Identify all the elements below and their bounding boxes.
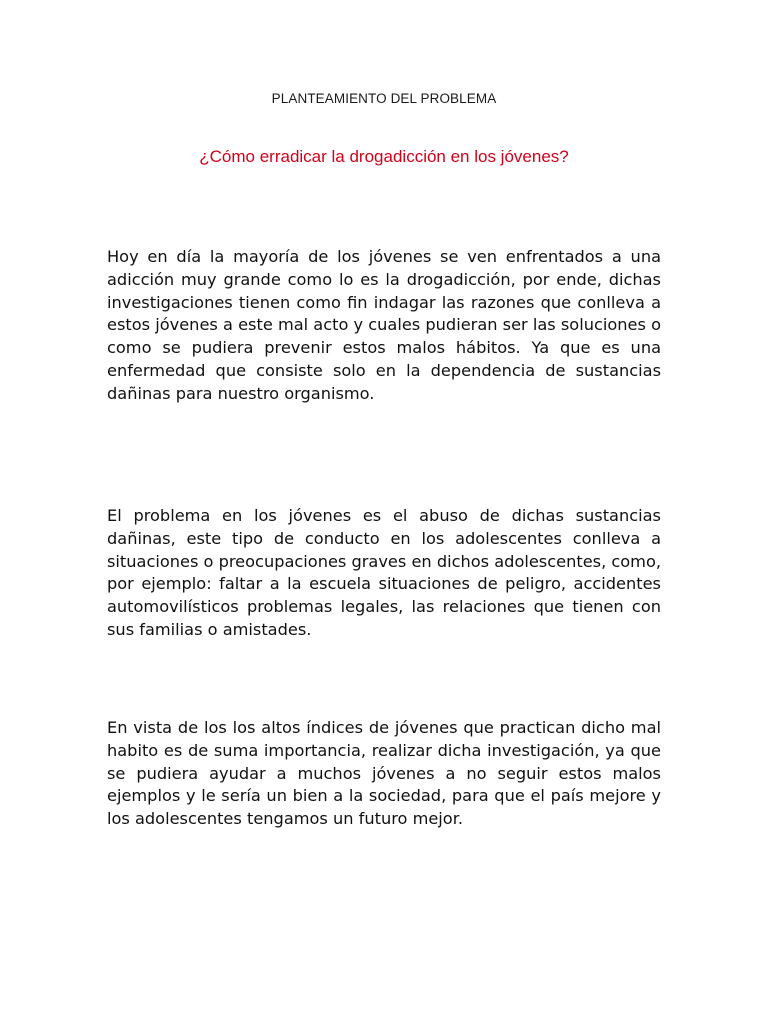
paragraph-2: El problema en los jóvenes es el abuso de dichas sustancias dañinas, este tipo de conducto en los adolescentes conlleva a situaciones o preocupaciones graves en dichos adolescentes, como, por ejemplo: faltar a la escuela situaciones de peligro, accidentes automovilísticos problemas legales, las relaciones que tienen con sus familias o amistades.: [107, 506, 662, 639]
paragraph-1: Hoy en día la mayoría de los jóvenes se ven enfrentados a una adicción muy grande como lo es la drogadicción, por ende, dichas investigaciones tienen como fin indagar las razones que conlleva a estos jóvenes a este mal acto y cuales pudieran ser las soluciones o como se pudiera prevenir estos malos hábitos. Ya que es una enfermedad que consiste solo en la dependencia de sustancias dañinas para nuestro organismo.: [107, 247, 661, 403]
page-heading: PLANTEAMIENTO DEL PROBLEMA: [271, 91, 497, 106]
paragraph-3: En vista de los los altos índices de jóvenes que practican dicho mal habito es de suma importancia, realizar dicha investigación, ya que se pudiera ayudar a muchos jóvenes a no seguir estos malos ejemplos y le sería un bien a la sociedad, para que el país mejore y los adolescentes tengamos un futuro mejor.: [107, 718, 661, 829]
research-question: ¿Cómo erradicar la drogadicción en los jóvenes?: [199, 147, 569, 166]
